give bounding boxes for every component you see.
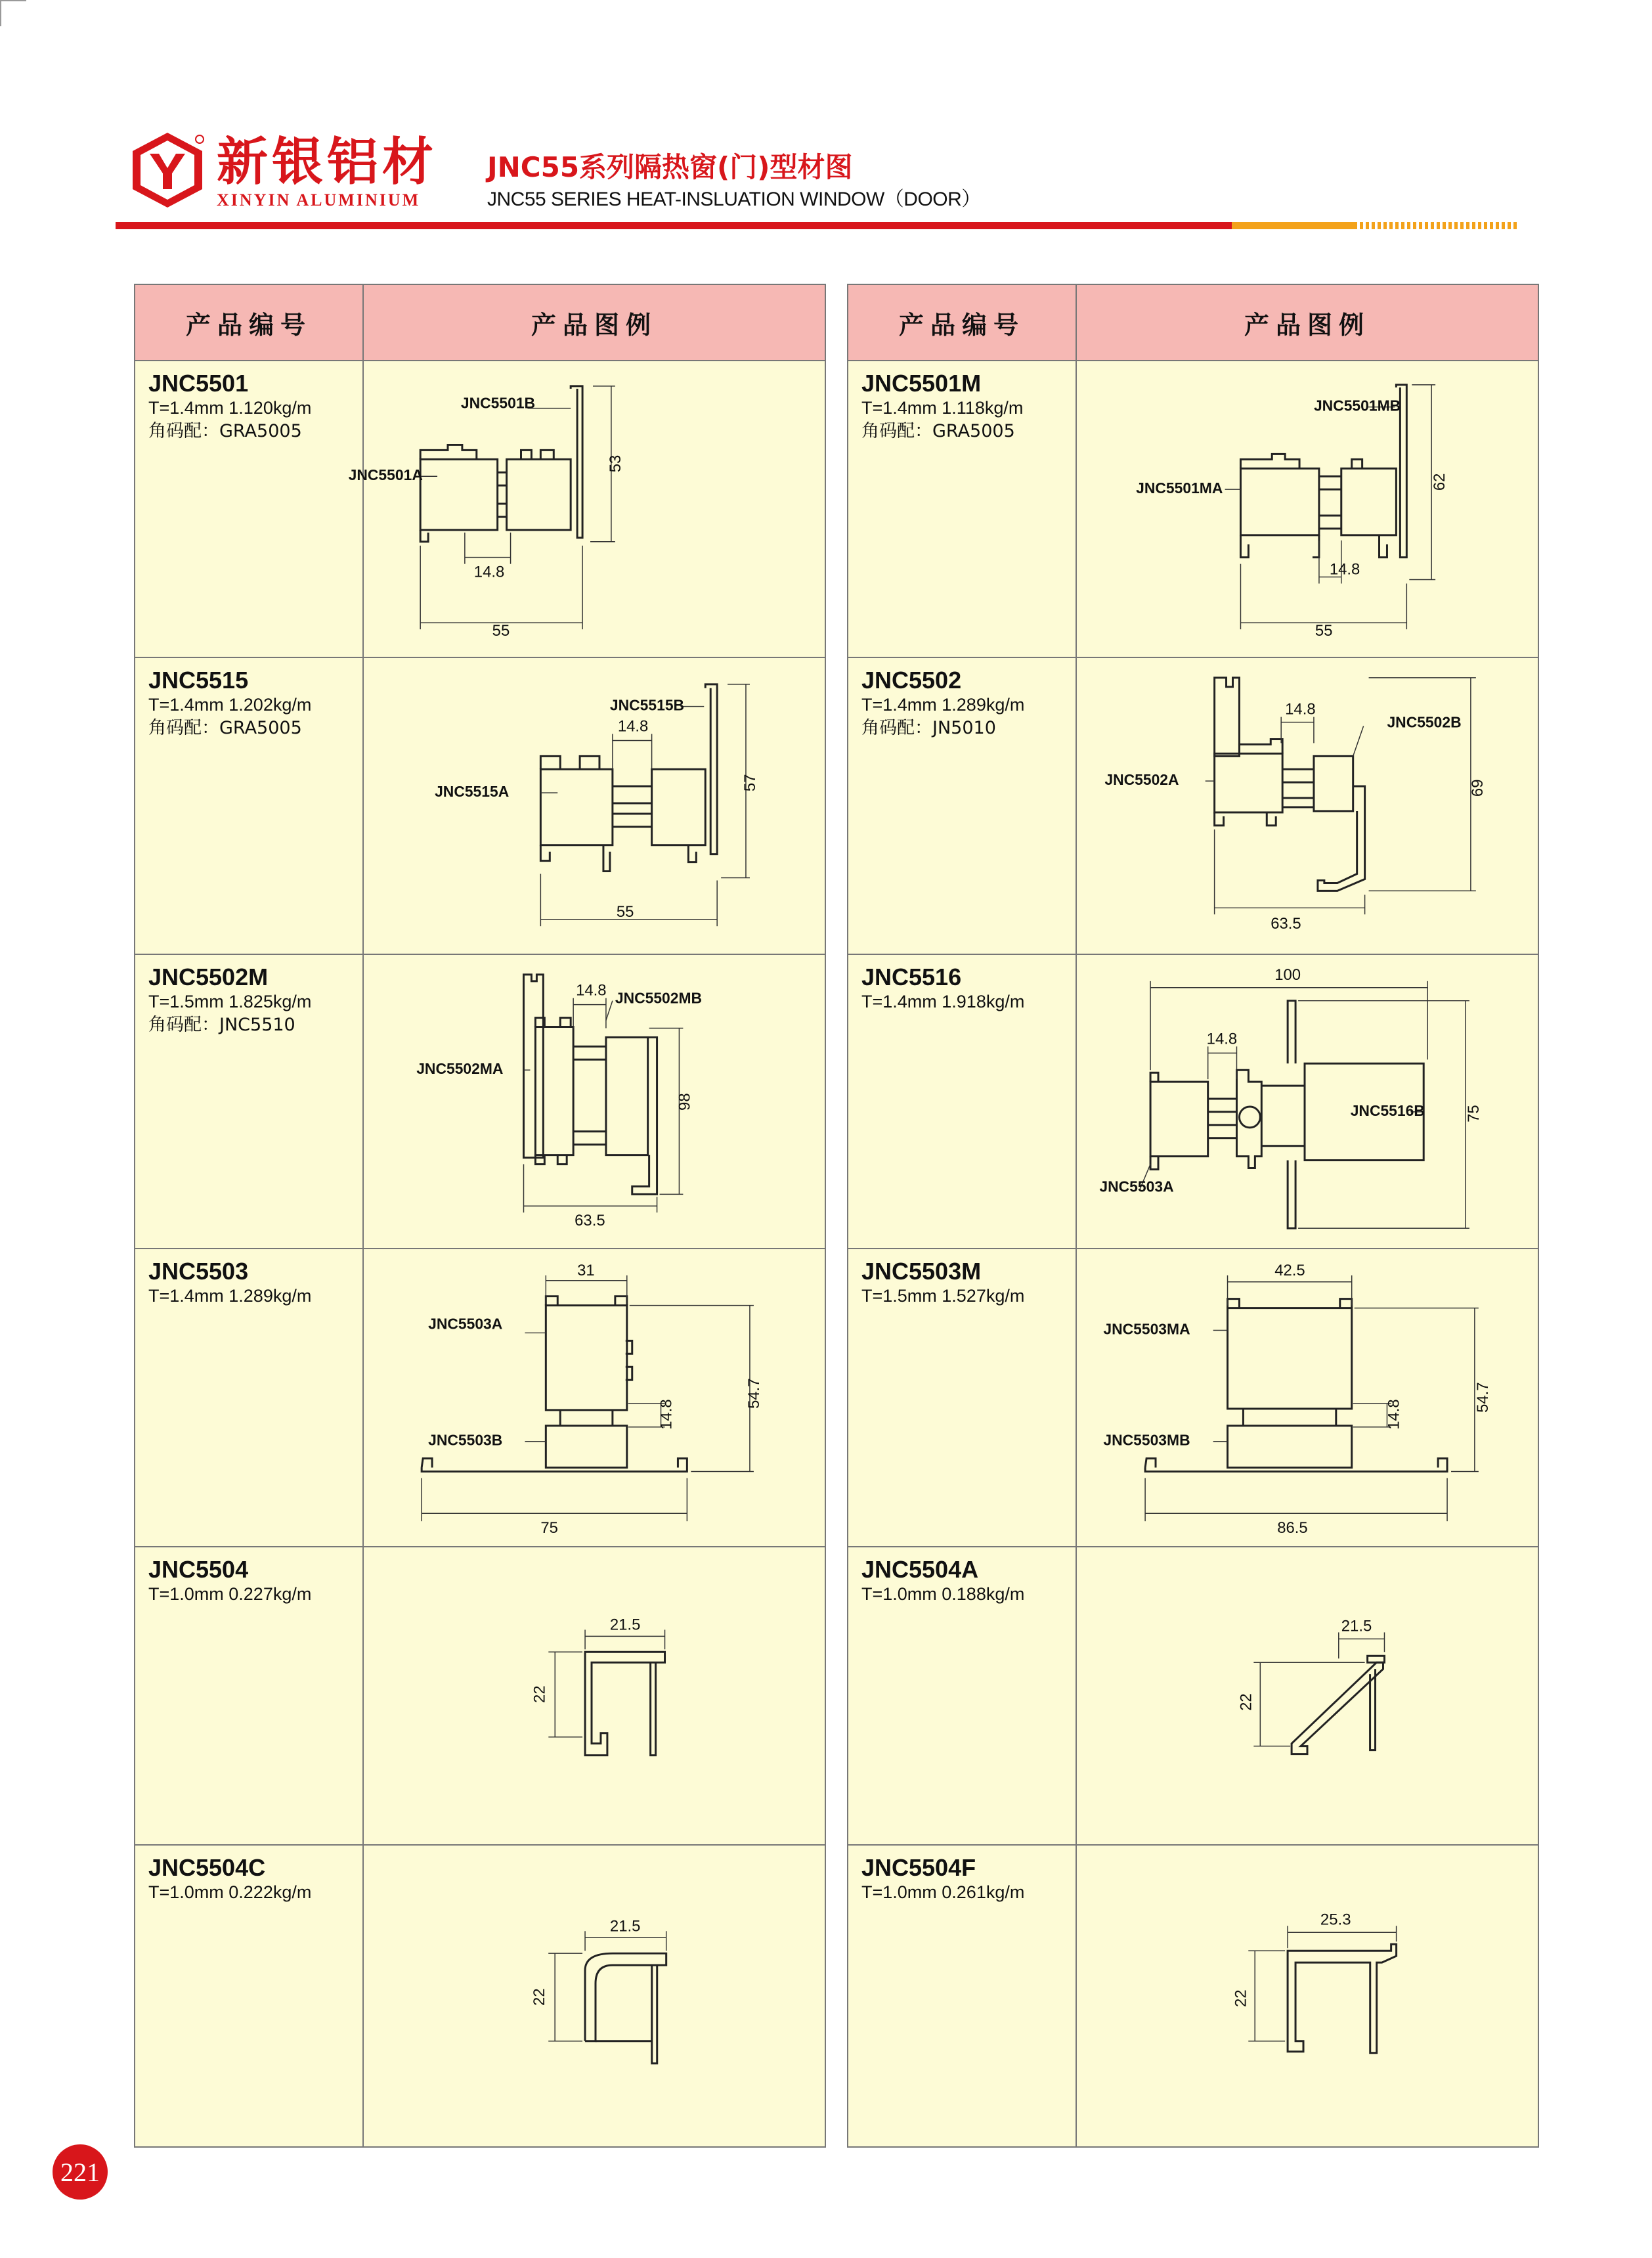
dimension-label: 54.7 xyxy=(1473,1382,1492,1413)
dimension-label: 100 xyxy=(1274,965,1301,984)
product-table-right xyxy=(847,284,1539,2148)
part-label: JNC5502B xyxy=(1387,713,1462,731)
dimension-label: 54.7 xyxy=(745,1378,763,1409)
part-label: JNC5503MA xyxy=(1103,1320,1190,1338)
dimension-label: 31 xyxy=(577,1261,595,1279)
part-label: JNC5515B xyxy=(609,696,685,714)
product-info xyxy=(135,955,364,1248)
profile-drawing xyxy=(364,658,825,954)
brand-name-en: XINYIN ALUMINIUM xyxy=(217,190,421,210)
part-label: JNC5503A xyxy=(428,1315,503,1333)
product-row xyxy=(848,658,1538,955)
product-info xyxy=(135,1846,364,2146)
product-spec: T=1.4mm 1.202kg/m xyxy=(148,695,312,715)
product-spec: T=1.4mm 1.118kg/m xyxy=(861,398,1024,418)
product-info xyxy=(848,1846,1077,2146)
header-rule-orange xyxy=(1232,222,1354,229)
product-info xyxy=(848,361,1077,657)
dimension-label: 86.5 xyxy=(1277,1519,1308,1538)
page-number-badge: 221 xyxy=(53,2144,108,2200)
product-row xyxy=(848,361,1538,658)
product-row xyxy=(848,955,1538,1249)
profile-drawing xyxy=(364,955,825,1248)
product-spec: T=1.0mm 0.227kg/m xyxy=(148,1584,312,1604)
product-spec: T=1.0mm 0.222kg/m xyxy=(148,1882,312,1902)
product-spec: T=1.5mm 1.527kg/m xyxy=(861,1286,1025,1306)
profile-drawing xyxy=(1077,1249,1538,1546)
dimension-label: 14.8 xyxy=(657,1399,676,1430)
dimension-label: 14.8 xyxy=(473,563,505,581)
dimension-label: 22 xyxy=(1237,1693,1255,1711)
brand-name-cn: 新银铝材 xyxy=(217,133,438,192)
product-row xyxy=(848,1547,1538,1846)
dimension-label: 55 xyxy=(616,903,634,921)
product-code: JNC5515 xyxy=(148,667,249,694)
part-label: JNC5502A xyxy=(1104,771,1179,789)
product-row xyxy=(135,1249,825,1547)
product-code: JNC5504 xyxy=(148,1556,249,1583)
brand-logo-icon xyxy=(129,131,206,209)
product-row xyxy=(848,1846,1538,2146)
corner-connector: 角码配：JNC5510 xyxy=(148,1015,295,1035)
dimension-label: 14.8 xyxy=(1329,560,1360,579)
dimension-label: 21.5 xyxy=(609,1616,641,1634)
dimension-label: 14.8 xyxy=(1385,1399,1403,1430)
part-label: JNC5501MB xyxy=(1313,397,1401,414)
dimension-label: 42.5 xyxy=(1274,1261,1305,1279)
product-info xyxy=(848,1547,1077,1844)
dimension-label: 98 xyxy=(676,1093,694,1111)
profile-drawing xyxy=(364,1547,825,1844)
corner-connector: 角码配：JN5010 xyxy=(861,718,996,738)
dimension-label: 22 xyxy=(1232,1989,1250,2007)
table-header xyxy=(848,285,1538,361)
dimension-label: 69 xyxy=(1468,779,1487,797)
part-label: JNC5502MA xyxy=(416,1060,504,1078)
part-label: JNC5501B xyxy=(460,394,536,412)
dimension-label: 14.8 xyxy=(617,717,649,736)
profile-drawing xyxy=(1077,1547,1538,1844)
corner-connector: 角码配：GRA5005 xyxy=(148,718,302,738)
product-code: JNC5504F xyxy=(861,1854,976,1881)
product-code: JNC5501 xyxy=(148,370,249,397)
dimension-label: 53 xyxy=(606,454,624,473)
profile-drawing xyxy=(348,361,825,657)
dimension-label: 14.8 xyxy=(1206,1030,1238,1048)
part-label: JNC5503B xyxy=(428,1431,503,1449)
dimension-label: 21.5 xyxy=(609,1917,641,1936)
dimension-label: 62 xyxy=(1431,473,1449,491)
product-code: JNC5504C xyxy=(148,1854,266,1881)
profile-drawing xyxy=(1077,1846,1538,2146)
product-code: JNC5501M xyxy=(861,370,982,397)
product-code: JNC5503M xyxy=(861,1258,982,1285)
product-info xyxy=(135,658,364,954)
product-row xyxy=(135,361,825,658)
product-row xyxy=(848,1249,1538,1547)
crop-mark xyxy=(0,0,26,1)
dimension-label: 63.5 xyxy=(1271,915,1301,933)
dimension-label: 75 xyxy=(1464,1105,1483,1122)
product-code: JNC5502 xyxy=(861,667,962,694)
page-title-cn: JNC55系列隔热窗(门)型材图 xyxy=(487,151,853,183)
product-row xyxy=(135,1547,825,1846)
product-info xyxy=(135,1249,364,1546)
dimension-label: 25.3 xyxy=(1320,1911,1351,1929)
dimension-label: 57 xyxy=(741,774,759,792)
product-code: JNC5502M xyxy=(148,963,269,990)
product-info xyxy=(848,1249,1077,1546)
product-row xyxy=(135,658,825,955)
part-label: JNC5501MA xyxy=(1136,479,1223,497)
product-row xyxy=(135,955,825,1249)
header-product-figure: 产品图例 xyxy=(531,310,657,340)
product-spec: T=1.4mm 1.918kg/m xyxy=(861,992,1025,1011)
dimension-label: 55 xyxy=(1315,622,1333,640)
product-spec: T=1.4mm 1.289kg/m xyxy=(148,1286,312,1306)
product-spec: T=1.5mm 1.825kg/m xyxy=(148,992,312,1011)
dimension-label: 75 xyxy=(540,1519,558,1538)
page-title-en: JNC55 SERIES HEAT-INSLUATION WINDOW（DOOR） xyxy=(487,188,981,210)
product-info xyxy=(848,955,1077,1248)
crop-mark xyxy=(0,0,1,26)
product-table-left xyxy=(134,284,826,2148)
product-spec: T=1.4mm 1.289kg/m xyxy=(861,695,1025,715)
profile-drawing xyxy=(1077,361,1538,657)
header-product-figure: 产品图例 xyxy=(1244,310,1370,340)
product-info xyxy=(135,1547,364,1844)
dimension-label: 22 xyxy=(531,1685,549,1703)
part-label: JNC5503A xyxy=(1099,1178,1174,1195)
product-spec: T=1.0mm 0.261kg/m xyxy=(861,1882,1025,1902)
dimension-label: 21.5 xyxy=(1341,1617,1372,1635)
part-label: JNC5516B xyxy=(1350,1101,1425,1119)
dimension-label: 63.5 xyxy=(575,1212,605,1230)
part-label: JNC5503MB xyxy=(1103,1431,1190,1449)
profile-drawing xyxy=(1077,955,1538,1248)
product-code: JNC5504A xyxy=(861,1556,979,1583)
profile-drawing xyxy=(364,1846,825,2146)
dimension-label: 14.8 xyxy=(1285,700,1316,719)
product-row xyxy=(135,1846,825,2146)
corner-connector: 角码配：GRA5005 xyxy=(148,421,302,441)
product-code: JNC5516 xyxy=(861,963,962,990)
part-label: JNC5501A xyxy=(348,466,423,484)
dimension-label: 14.8 xyxy=(576,981,607,1000)
dimension-label: 22 xyxy=(531,1988,549,2006)
table-header xyxy=(135,285,825,361)
header-product-code: 产品编号 xyxy=(135,285,364,360)
dimension-label: 55 xyxy=(492,622,510,640)
header-rule-red xyxy=(116,222,1232,229)
product-spec: T=1.4mm 1.120kg/m xyxy=(148,398,312,418)
header-rule-dashed xyxy=(1354,222,1518,229)
profile-drawing xyxy=(1077,658,1538,954)
product-spec: T=1.0mm 0.188kg/m xyxy=(861,1584,1025,1604)
profile-drawing xyxy=(364,1249,825,1546)
corner-connector: 角码配：GRA5005 xyxy=(861,421,1015,441)
part-label: JNC5502MB xyxy=(615,989,703,1007)
product-code: JNC5503 xyxy=(148,1258,249,1285)
product-info xyxy=(848,658,1077,954)
header-product-code: 产品编号 xyxy=(848,285,1077,360)
product-info xyxy=(135,361,364,657)
part-label: JNC5515A xyxy=(435,783,510,801)
